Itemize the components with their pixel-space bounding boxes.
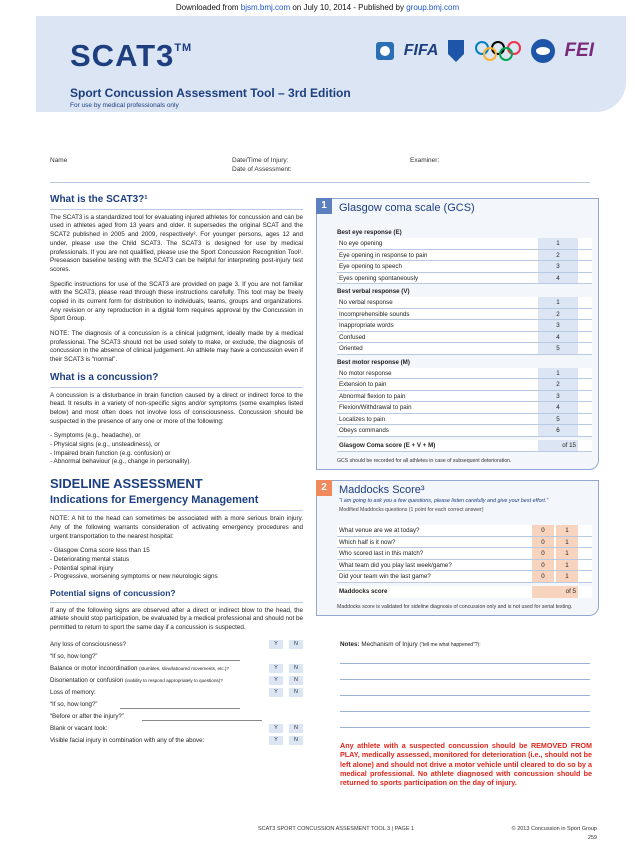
bjsm-link[interactable]: bjsm.bmj.com — [240, 3, 291, 12]
gcs-table — [337, 225, 592, 464]
table-row[interactable]: Eye opening in response to pain 2 — [337, 250, 592, 262]
table-row[interactable]: Did your team win the last game? 0 1 — [337, 571, 592, 583]
date-assessment-label: Date of Assessment: — [232, 166, 292, 173]
signs-heading: Potential signs of concussion? — [50, 588, 303, 603]
gcs-title: Glasgow coma scale (GCS) — [339, 202, 475, 214]
answer-line[interactable] — [142, 720, 262, 721]
maddocks-total-row[interactable]: Maddocks score of 5 — [337, 586, 592, 598]
date-injury-label: Date/Time of Injury: — [232, 157, 289, 164]
list-item: - Physical signs (e.g., unsteadiness), or — [50, 441, 303, 450]
yes-checkbox[interactable]: Y — [269, 724, 283, 733]
table-row[interactable]: What team did you play last week/game? 0 1 — [337, 560, 592, 572]
question-row: Any loss of consciousness? Y N — [50, 639, 303, 651]
question-row: Visible facial injury in combination with any of the above: Y N — [50, 735, 303, 747]
name-label: Name — [50, 157, 68, 164]
section-number: 2 — [316, 480, 332, 496]
table-row[interactable]: Flexion/Withdrawal to pain 4 — [337, 402, 592, 414]
page-title: Sport Concussion Assessment Tool – 3rd Edition — [70, 86, 351, 100]
examiner-label: Examiner: — [410, 157, 440, 164]
what-is-p3: NOTE: The diagnosis of a concussion is a clinical judgment, ideally made by a medical professional. The SCAT3 should not be used solely to make, or exclude, the diagnosis of concussion in the absence of clinical judgement. An athlete may have a concussion even if their SCAT3 is “normal”. — [50, 330, 303, 364]
banner-mid: on July 10, 2014 - Published by — [290, 3, 407, 12]
table-row[interactable]: Extension to pain 2 — [337, 379, 592, 391]
maddocks-note: Maddocks score is validated for sideline diagnosis of concussion only and is not used for serial testing. — [337, 603, 573, 610]
signs-checklist — [50, 639, 303, 747]
gcs-total-row[interactable]: Glasgow Coma score (E + V + M) of 15 — [337, 440, 592, 452]
list-item: - Deteriorating mental status — [50, 556, 303, 565]
list-item: - Impaired brain function (e.g. confusion) or — [50, 450, 303, 459]
indications-list — [50, 547, 303, 582]
answer-line[interactable] — [120, 708, 240, 709]
table-row[interactable]: What venue are we at today? 0 1 — [337, 525, 592, 537]
list-item: - Abnormal behaviour (e.g., change in personality). — [50, 458, 303, 467]
gcs-section-heading: Best verbal response (V) — [337, 288, 410, 295]
list-item: - Symptoms (e.g., headache), or — [50, 432, 303, 441]
table-row[interactable]: No motor response 1 — [337, 368, 592, 380]
table-row[interactable]: Eyes opening spontaneously 4 — [337, 273, 592, 285]
iihf-logo-icon — [446, 38, 466, 64]
answer-line[interactable] — [120, 660, 240, 661]
no-checkbox[interactable]: N — [289, 688, 303, 697]
table-row[interactable]: Which half is it now? 0 1 — [337, 537, 592, 549]
question-row: Blank or vacant look: Y N — [50, 723, 303, 735]
maddocks-title: Maddocks Score³ — [339, 484, 425, 496]
question-row: “If so, how long?” — [50, 699, 303, 711]
concussion-list — [50, 432, 303, 467]
download-banner — [0, 3, 635, 12]
olympic-rings-icon — [474, 39, 522, 63]
notes-line[interactable] — [340, 648, 590, 664]
indications-p: NOTE: A hit to the head can sometimes be associated with a more serious brain injury. Any of the following warrants consideration of activating emergency procedures and urgent transportation to the nearest hospital: — [50, 515, 303, 540]
what-is-heading: What is the SCAT3?¹ — [50, 193, 303, 210]
gcs-panel — [316, 198, 599, 470]
footer-copyright: © 2013 Concussion in Sport Group — [511, 826, 597, 832]
yes-checkbox[interactable]: Y — [269, 676, 283, 685]
irb-logo-icon — [530, 38, 556, 64]
page-number: 259 — [587, 835, 597, 841]
table-row[interactable]: Inappropriate words 3 — [337, 320, 592, 332]
concussion-p1: A concussion is a disturbance in brain function caused by a direct or indirect force to the head. It results in a variety of non-specific signs and/or symptoms (some examples listed below) and most often does not involve loss of consciousness. Concussion should be suspected in the presence of any one or more of the following: — [50, 391, 303, 425]
table-row[interactable]: Obeys commands 6 — [337, 425, 592, 437]
list-item: - Potential spinal injury — [50, 565, 303, 574]
table-row[interactable]: Oriented 5 — [337, 343, 592, 355]
maddocks-table — [337, 525, 592, 610]
fei-logo: FEI — [564, 40, 594, 61]
concussion-heading: What is a concussion? — [50, 371, 303, 388]
gcs-section-heading: Best eye response (E) — [337, 229, 402, 236]
table-row[interactable]: No eye opening 1 — [337, 238, 592, 250]
yes-checkbox[interactable]: Y — [269, 736, 283, 745]
table-row[interactable]: Confused 4 — [337, 332, 592, 344]
ioc-logo-icon — [374, 40, 396, 62]
gcs-section-heading: Best motor response (M) — [337, 358, 410, 366]
notes-line[interactable] — [340, 712, 590, 728]
partner-logos — [374, 38, 594, 64]
table-row[interactable]: Localizes to pain 5 — [337, 414, 592, 426]
indications-heading: Indications for Emergency Management — [50, 493, 303, 511]
left-column — [50, 193, 303, 747]
removal-warning: Any athlete with a suspected concussion should be REMOVED FROM PLAY, medically assessed, monitored for deterioration (i.e., should not be left alone) and should not drive a motor vehicle until cleared to do so by a medical professional. No athlete diagnosed with concussion should be returned to sports participation on the day of injury. — [340, 741, 593, 788]
question-row: Loss of memory: Y N — [50, 687, 303, 699]
section-number: 1 — [316, 198, 332, 214]
question-row: Balance or motor incoordination (stumbles, slow/laboured movements, etc.)? Y N — [50, 663, 303, 675]
maddocks-panel — [316, 480, 599, 616]
no-checkbox[interactable]: N — [289, 724, 303, 733]
table-row[interactable]: No verbal response 1 — [337, 297, 592, 309]
maddocks-quote: “I am going to ask you a few questions, please listen carefully and give your best effort.” — [339, 498, 549, 504]
no-checkbox[interactable]: N — [289, 640, 303, 649]
usage-note: For use by medical professionals only — [70, 102, 179, 109]
notes-line[interactable] — [340, 680, 590, 696]
maddocks-subtitle: Modified Maddocks questions (1 point for each correct answer) — [339, 507, 484, 513]
what-is-p1: The SCAT3 is a standardized tool for evaluating injured athletes for concussion and can be used in athletes aged from 13 years and older. It supersedes the original SCAT and the SCAT2 published in 2005 and 2009, respectively². For younger persons, ages 12 and under, please use the Child SCAT3. The SCAT3 is designed for use by medical professionals. If you are not qualified, please use the Sport Concussion Recognition Tool¹. Preseason baseline testing with the SCAT3 can be helpful for interpreting post-injury test scores. — [50, 213, 303, 273]
table-row[interactable]: Who scored last in this match? 0 1 — [337, 548, 592, 560]
notes-label: Notes: Mechanism of Injury (“tell me what happened”?): — [340, 641, 481, 648]
group-link[interactable]: group.bmj.com — [406, 3, 460, 12]
signs-p: If any of the following signs are observed after a direct or indirect blow to the head, the athlete should stop participation, be evaluated by a medical professional and should not be permitted to return to sport the same day if a concussion is suspected. — [50, 606, 303, 632]
no-checkbox[interactable]: N — [289, 676, 303, 685]
footer-title: SCAT3 SPORT CONCUSSION ASSESMENT TOOL 3 | PAGE 1 — [258, 826, 415, 832]
table-row[interactable]: Abnormal flexion to pain 3 — [337, 391, 592, 403]
list-item: - Glasgow Coma score less than 15 — [50, 547, 303, 556]
gcs-note: GCS should be recorded for all athletes in case of subsequent deterioration. — [337, 457, 512, 464]
notes-section — [340, 641, 590, 728]
banner-pre: Downloaded from — [175, 3, 241, 12]
notes-line[interactable] — [340, 696, 590, 712]
notes-line[interactable] — [340, 664, 590, 680]
divider — [50, 182, 590, 183]
fifa-logo: FIFA — [403, 42, 439, 59]
sideline-heading: SIDELINE ASSESSMENT — [50, 476, 203, 492]
question-row: “Before or after the injury?” — [50, 711, 303, 723]
yes-checkbox[interactable]: Y — [269, 640, 283, 649]
header-band — [36, 16, 626, 112]
question-row: Disorientation or confusion (inability to respond appropriately to questions)? Y N — [50, 675, 303, 687]
no-checkbox[interactable]: N — [289, 736, 303, 745]
list-item: - Progressive, worsening symptoms or new neurologic signs — [50, 573, 303, 582]
no-checkbox[interactable]: N — [289, 664, 303, 673]
table-row[interactable]: Incomprehensible sounds 2 — [337, 309, 592, 321]
question-row: “If so, how long?” — [50, 651, 303, 663]
yes-checkbox[interactable]: Y — [269, 664, 283, 673]
yes-checkbox[interactable]: Y — [269, 688, 283, 697]
scat3-logo: SCAT3™ — [70, 38, 193, 73]
what-is-p2: Specific instructions for use of the SCAT3 are provided on page 3. If you are not familiar with the SCAT3, please read through these instructions carefully. This tool may be freely copied in its current form for distribution to individuals, teams, groups and organizations. Any revision or any reproduction in a digital form requires approval by the Concussion in Sport Group. — [50, 280, 303, 323]
table-row[interactable]: Eye opening to speech 3 — [337, 261, 592, 273]
